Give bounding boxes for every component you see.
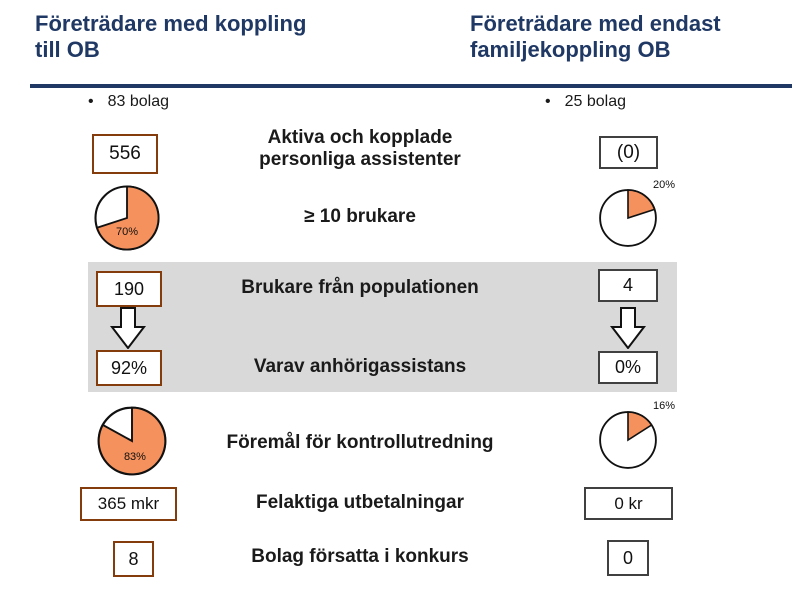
bullet-dot: • [545,93,551,110]
pie-kontroll-left-label: 83% [123,451,146,464]
row-label-assistants: Aktiva och kopplade personliga assistenter [259,127,461,170]
pie-brukare-right [597,187,659,249]
down-arrow-icon [108,307,148,349]
stat-box-anhorig-right: 0% [598,351,658,384]
stat-box-konkurs-left: 8 [113,541,154,577]
stat-box-assistants-left: 556 [92,134,158,174]
stat-box-assistants-right: (0) [599,136,658,169]
stat-box-population-left: 190 [96,271,162,307]
pie-brukare-left-label: 70% [115,226,139,239]
pie-brukare-right-label: 20% [653,179,676,191]
right-company-count-text: 25 bolag [564,93,626,110]
header-underline [30,84,792,88]
stat-box-konkurs-right: 0 [607,540,649,576]
pie-brukare-left [92,183,162,253]
row-label-anhorig: Varav anhörigassistans [253,356,467,377]
pie-kontroll-left [95,404,169,478]
row-label-konkurs: Bolag försatta i konkurs [251,546,469,567]
stat-box-anhorig-left: 92% [96,350,162,386]
row-label-utbetalningar: Felaktiga utbetalningar [256,492,464,513]
stat-box-utbetalningar-left: 365 mkr [80,487,177,521]
left-company-count-text: 83 bolag [107,93,169,110]
left-column-title: Företrädare med koppling till OB [35,11,307,62]
down-arrow-icon [608,307,648,349]
bullet-dot: • [88,93,94,110]
pie-kontroll-right [597,409,659,471]
row-label-brukare: ≥ 10 brukare [304,206,416,227]
stat-box-population-right: 4 [598,269,658,302]
right-column-title: Företrädare med endast familjekoppling OB [470,11,721,62]
right-company-count [545,93,626,111]
row-label-population: Brukare från populationen [241,277,479,298]
pie-kontroll-right-label: 16% [653,400,676,412]
row-label-kontroll: Föremål för kontrollutredning [226,432,494,453]
stat-box-utbetalningar-right: 0 kr [584,487,673,520]
left-company-count [88,93,169,111]
